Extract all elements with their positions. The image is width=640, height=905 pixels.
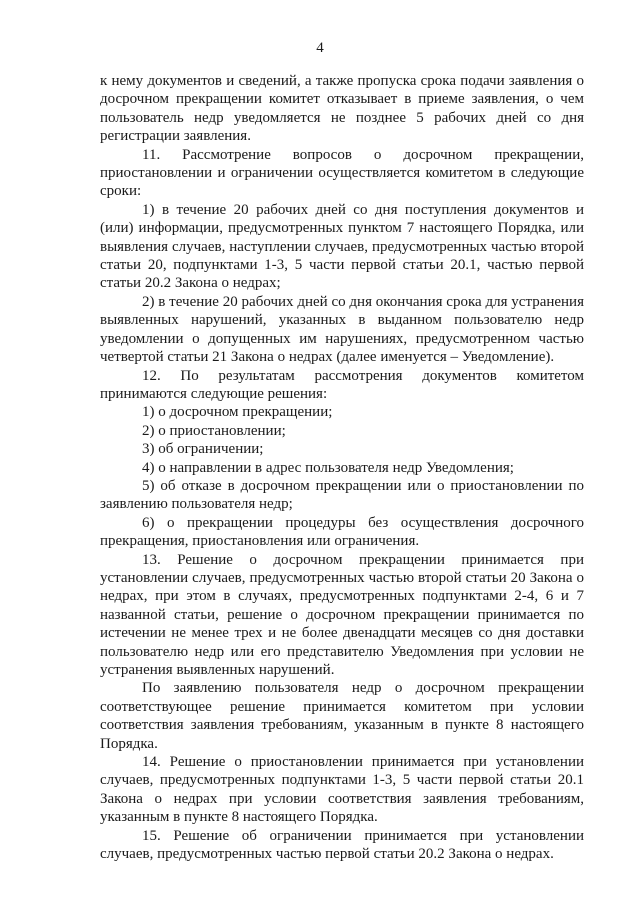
paragraph-15: 15. Решение об ограничении принимается при установлении случаев, предусмотренных частью первой статьи 20.2 Закона о недрах. (100, 827, 584, 863)
paragraph-11-item-1: 1) в течение 20 рабочих дней со дня поступления документов и (или) информации, предусмотренных пунктом 7 настоящего Порядка, или выявления случаев, наступлении случаев, предусмотренных частью второй статьи 20, подпунктами 1-3, 5 части первой статьи 20.1, частью первой статьи 20.2 Закона о недрах; (100, 201, 584, 292)
page-number: 4 (316, 40, 324, 56)
paragraph-12: 12. По результатам рассмотрения документов комитетом принимаются следующие решения: (100, 367, 584, 402)
paragraph-12-item-5: 5) об отказе в досрочном прекращении или о приостановлении по заявлению пользователя недр; (100, 477, 584, 513)
paragraph-14: 14. Решение о приостановлении принимается при установлении случаев, предусмотренных подпунктами 1-3, 5 части первой статьи 20.1 Закона о недрах при условии соответствия заявления требованиям, указанным в пункте 8 настоящего Порядка. (100, 754, 584, 826)
paragraph-13-continuation: По заявлению пользователя недр о досрочном прекращении соответствующее решение принимается комитетом при условии соответствия заявления требованиям, указанным в пункте 8 настоящего Порядка. (100, 680, 584, 752)
paragraph-12-item-1: 1) о досрочном прекращении; (142, 404, 333, 421)
paragraph-13: 13. Решение о досрочном прекращении принимается при установлении случаев, предусмотренных частью второй статьи 20 Закона о недрах, при этом в случаях, предусмотренных подпунктами 2-4, 6 и 7 названной статьи, решение о досрочном прекращении принимается по истечении не менее трех и не более двенадцати месяцев со дня доставки пользователю недр или его представителю Уведомления при условии не устранения выявленных нарушений. (100, 551, 584, 678)
paragraph-12-item-3: 3) об ограничении; (142, 441, 264, 458)
paragraph-11: 11. Рассмотрение вопросов о досрочном прекращении, приостановлении и ограничении осуществляется комитетом в следующие сроки: (100, 146, 584, 200)
paragraph-11-item-2: 2) в течение 20 рабочих дней со дня окончания срока для устранения выявленных нарушений, указанных в выданном пользователю недр уведомлении о допущенных им нарушениях, предусмотренном частью четвертой статьи 21 Закона о недрах (далее именуется – Уведомление). (100, 293, 584, 366)
paragraph-continuation: к нему документов и сведений, а также пропуска срока подачи заявления о досрочном прекращении комитет отказывает в приеме заявления, о чем пользователь недр уведомляется не позднее 5 рабочих дней со дня регистрации заявления. (100, 73, 584, 145)
paragraph-12-item-2: 2) о приостановлении; (142, 422, 286, 439)
paragraph-12-item-4: 4) о направлении в адрес пользователя недр Уведомления; (142, 459, 514, 476)
document-body (100, 72, 584, 863)
paragraph-12-item-6: 6) о прекращении процедуры без осуществления досрочного прекращения, приостановления или ограничения. (100, 514, 584, 550)
